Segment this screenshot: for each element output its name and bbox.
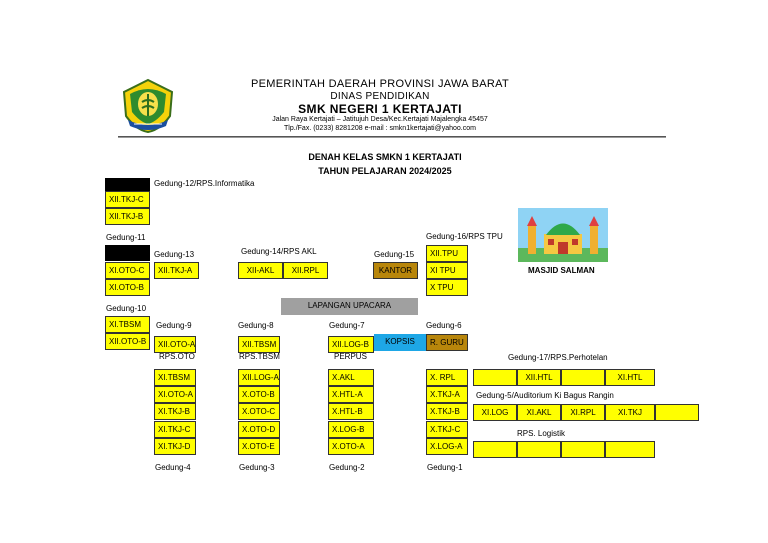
room-cell: X.LOG-B: [328, 421, 374, 438]
label-gedung-14: Gedung-14/RPS AKL: [241, 247, 317, 256]
header-school-name: SMK NEGERI 1 KERTAJATI: [298, 102, 462, 116]
room-cell: [605, 441, 655, 458]
room-cell: X.OTO-D: [238, 421, 280, 438]
label-gedung-9: Gedung-9: [156, 321, 192, 330]
room-cell: X.AKL: [328, 369, 374, 386]
label-gedung-6: Gedung-6: [426, 321, 462, 330]
building-block: [105, 245, 150, 261]
room-cell: XII.TPU: [426, 245, 468, 262]
room-cell: XII.TKJ-C: [105, 191, 150, 208]
provincial-logo: [120, 78, 176, 134]
label-gedung-11: Gedung-11: [106, 233, 146, 242]
room-cell: X. RPL: [426, 369, 468, 386]
room-cell: [473, 369, 517, 386]
label-gedung-4: Gedung-4: [155, 463, 191, 472]
room-cell: XII-AKL: [238, 262, 283, 279]
header-department: DINAS PENDIDIKAN: [330, 91, 430, 102]
header-government: PEMERINTAH DAERAH PROVINSI JAWA BARAT: [250, 78, 510, 90]
label-gedung-16: Gedung-16/RPS TPU: [426, 232, 503, 241]
room-cell: X.HTL-B: [328, 403, 374, 420]
header-divider: [118, 136, 666, 138]
label-gedung-15: Gedung-15: [374, 250, 415, 259]
room-cell: XI.TKJ-B: [154, 403, 196, 420]
label-gedung-7: Gedung-7: [329, 321, 365, 330]
label-gedung-5: Gedung-5/Auditorium Ki Bagus Rangin: [476, 391, 614, 400]
label-masjid: MASJID SALMAN: [528, 266, 595, 275]
room-cell: XI.TKJ-C: [154, 421, 196, 438]
room-cell: X.OTO-C: [238, 403, 280, 420]
room-cell: [473, 441, 517, 458]
room-cell: X.TKJ-C: [426, 421, 468, 438]
room-cell: XII.LOG-A: [238, 369, 280, 386]
label-gedung-12: Gedung-12/RPS.Informatika: [154, 179, 255, 188]
label-gedung-2: Gedung-2: [329, 463, 365, 472]
label-rps-tbsm: RPS.TBSM: [239, 352, 280, 361]
map-title: DENAH KELAS SMKN 1 KERTAJATI: [308, 152, 462, 162]
room-cell: X.OTO-A: [328, 438, 374, 455]
room-cell: XII.OTO-B: [105, 333, 150, 350]
room-cell: XII.LOG-B: [328, 336, 374, 353]
room-cell: XII.TKJ-A: [154, 262, 199, 279]
room-cell: XI.RPL: [561, 404, 605, 421]
room-cell: XI.OTO-C: [105, 262, 150, 279]
room-cell: XI TPU: [426, 262, 468, 279]
label-gedung-3: Gedung-3: [239, 463, 275, 472]
room-cell: XII.TBSM: [238, 336, 280, 353]
room-cell: X.OTO-B: [238, 386, 280, 403]
room-cell: X TPU: [426, 279, 468, 296]
label-perpus: PERPUS: [334, 352, 367, 361]
room-cell: X.TKJ-A: [426, 386, 468, 403]
room-cell: XI.TBSM: [105, 316, 150, 333]
map-year: TAHUN PELAJARAN 2024/2025: [318, 166, 452, 176]
room-cell: X.HTL-A: [328, 386, 374, 403]
room-cell: XI.TKJ: [605, 404, 655, 421]
room-cell: X.OTO-E: [238, 438, 280, 455]
kopsis-cell: KOPSIS: [374, 334, 426, 351]
header-address: Jalan Raya Kertajati – Jatitujuh Desa/Kec.Kertajati Majalengka 45457: [272, 116, 488, 123]
room-cell: XII.HTL: [517, 369, 561, 386]
label-gedung-13: Gedung-13: [154, 250, 195, 259]
room-cell: X.LOG-A: [426, 438, 468, 455]
label-rps-logistik: RPS. Logistik: [517, 429, 566, 438]
room-cell: [561, 369, 605, 386]
room-cell: X.TKJ-B: [426, 403, 468, 420]
room-cell: XI.OTO-B: [105, 279, 150, 296]
field-upacara: LAPANGAN UPACARA: [281, 298, 418, 315]
label-gedung-1: Gedung-1: [427, 463, 463, 472]
label-gedung-17: Gedung-17/RPS.Perhotelan: [508, 353, 608, 362]
room-cell: XII.TKJ-B: [105, 208, 150, 225]
room-cell: XII.OTO-A: [154, 336, 196, 353]
room-cell-office: R. GURU: [426, 334, 468, 351]
mosque-illustration: [518, 208, 608, 262]
room-cell: XI.TKJ-D: [154, 438, 196, 455]
label-gedung-8: Gedung-8: [238, 321, 274, 330]
room-cell: XI.OTO-A: [154, 386, 196, 403]
room-cell: [517, 441, 561, 458]
room-cell: XI.LOG: [473, 404, 517, 421]
room-cell-office: KANTOR: [373, 262, 418, 279]
header-contact: Tlp./Fax. (0233) 8281208 e-mail : smkn1kertajati@yahoo.com: [284, 125, 476, 132]
room-cell: XI.TBSM: [154, 369, 196, 386]
room-cell: XI.HTL: [605, 369, 655, 386]
room-cell: [561, 441, 605, 458]
label-rps-oto: RPS.OTO: [159, 352, 195, 361]
room-cell: [655, 404, 699, 421]
room-cell: XII.RPL: [283, 262, 328, 279]
label-gedung-10: Gedung-10: [106, 304, 147, 313]
room-cell: XI.AKL: [517, 404, 561, 421]
